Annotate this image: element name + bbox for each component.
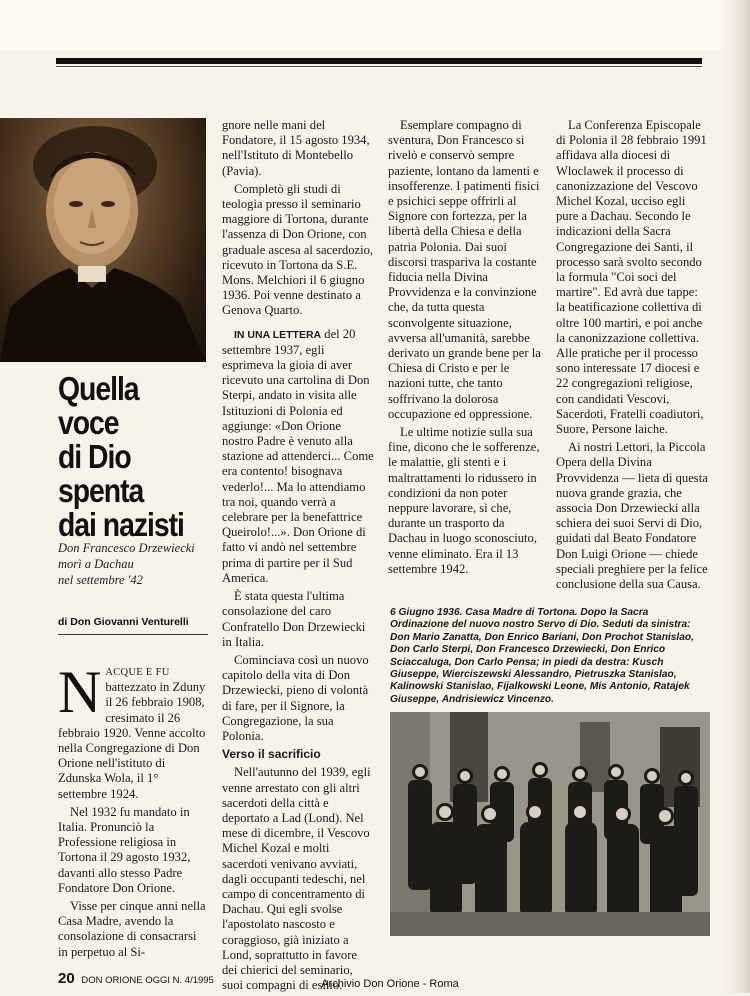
header-rule [56,58,702,64]
byline-rule [58,634,208,635]
paragraph: Nel 1932 fu mandato in Italia. Pronunciò la Professione religiosa in Tortona il 29 agosto 1932, davanti allo stesso Padre Fondatore Don Orione. [58,804,191,895]
column-1 [58,659,208,963]
page-footer [58,970,238,987]
paragraph [58,659,208,802]
paragraph: Le ultime notizie sulla sua fine, dicono che le sofferenze, le malattie, gli stenti e i maltrattamenti lo ridussero in condizioni da non poter neppure lavorare, sì che, durante un trasporto da Dachau in luogo sconosciuto, venne eliminato. Era il 13 settembre 1942. [388,425,540,576]
subtitle-line: Don Francesco Drzewiecki [58,541,195,555]
paragraph: Cominciava così un nuovo capitolo della vita di Don Drzewiecki, pieno di volontà di fare, per il Signore, la Congregazione, la sua Polonia. [222,652,369,743]
section-heading: Verso il sacrificio [222,747,321,762]
subtitle-line: morì a Dachau [58,557,134,571]
paragraph-text: battezzato in Zduny il 26 febbraio 1908, cresimato il 26 febbraio 1920. Venne accolto nella Congregazione di Don Orione nell'istituto di Zdunska Wola, il 1° settembre 1924. [58,680,206,801]
magazine-name: DON ORIONE OGGI N. 4/1995 [81,975,214,986]
paragraph: Completò gli studi di teologia presso il seminario maggiore di Tortona, durante l'assenza di Don Orione, con graduale ascesa al sacerdozio, ricevuto in Tortona da S.E. Mons. Melchiori il 6 giugno 1936. Poi venne destinato a Genova Quarto. [222,181,374,318]
header-rule-thin [56,66,702,67]
column-4 [556,118,708,595]
paragraph: La Conferenza Episcopale di Polonia il 28 febbraio 1991 affidava alla diocesi di Wloclawek il processo di canonizzazione del Vescovo Michel Kozal, ucciso egli pure a Dachau. Secondo le indicazioni della Sacra Congregazione dei Santi, il processo sarà svolto secondo la formula "Coi soci del martire". Ed avrà due tappe: la beatificazione collettiva di oltre 100 martiri, e poi anche la canonizzazione collettiva. Alle pratiche per il processo sono interessate 17 diocesi e 22 congregazioni religiose, con candidati Vescovi, Sacerdoti, Fratelli coadiutori, Suore, Persone laiche. [556,118,707,437]
paragraph: Nell'autunno del 1939, egli venne arrestato con gli altri sacerdoti della città e deportato a Lad (Lond). Nel mese di dicembre, il Vescovo Michel Kozal e molti sacerdoti venivano avviati, dagli occupanti tedeschi, nel campo di concentramento di Dachau. Qui egli svolse l'apostolato nascosto e coraggioso, già iniziato a Lond, soprattutto in favore dei chierici del seminario, suoi compagni di esilio. [222,765,371,993]
page-edge [724,0,750,993]
lead-in: IN UNA LETTERA [234,328,322,341]
headline-line: dai nazisti [58,506,184,543]
photo-caption: 6 Giugno 1936. Casa Madre di Tortona. Dopo la Sacra Ordinazione del nuovo nostro Servo di Dio. Seduti da sinistra: Don Mario Zanatta, Don Enrico Bariani, Don Prochot Stanislao, Don Carlo Sterpi, Don Francesco Drzewiecki, Don Enrico Sciaccaluga, Don Carlo Pensa; in piedi da destra: Kusch Giuseppe, Wierciszewski Alessandro, Pietruszka Stanislao, Kalinowski Stanislao, Fijalkowski Leone, Mis Antonio, Ratajek Giuseppe, Andrisiewicz Vincenzo. [390,607,694,705]
page-top-margin [0,0,750,50]
portrait-photo [0,118,206,362]
paragraph: Esemplare compagno di sventura, Don Francesco si rivelò e conservò sempre paziente, lontano da lamenti e insofferenze. I patimenti fisici e psichici seppe offrirli al Signore con fortezza, per la libertà della Chiesa e della patria Polonia. Dai suoi discorsi traspariva la costante fiducia nella Divina Provvidenza e la convinzione che, da tutta questa sconvolgente situazione, avversa all'umanità, sarebbe derivato un grande bene per la Chiesa di Cristo e per le nazioni tutte, che tanto soffrivano la dolorosa occupazione ed oppressione. [388,118,541,421]
paragraph-text: del 20 settembre 1937, egli esprimeva la gioia di aver ricevuto una cartolina di Don Sterpi, andato in visita alle Istituzioni di Polonia ed aggiunge: «Don Orione nostro Padre è venuto alla stazione ad attenderci... Come era contento! bisognava vederlo!... Ma lo attendiamo tra noi, quando verrà a celebrare per la benefattrice Queirolo!...». Don Orione di fatto vi andò nel settembre prima di partire per il Sud America. [222,326,374,585]
paragraph [222,327,374,586]
paragraph: Visse per cinque anni nella Casa Madre, avendo la consolazione di consacrarsi in perpetuo al Si- [58,899,206,959]
headline-line: Quella voce [58,370,139,441]
column-2 [222,118,374,996]
page-number: 20 [58,970,75,987]
group-photo [390,712,710,936]
subtitle-line: nel settembre '42 [58,573,143,587]
column-3 [388,118,542,580]
byline: di Don Giovanni Venturelli [58,616,189,628]
subtitle [58,540,208,588]
headline-line: di Dio [58,438,131,475]
paragraph: È stata questa l'ultima consolazione del caro Confratello Don Drzewiecki in Italia. [222,589,366,649]
dropcap: N [58,659,102,725]
paragraph: gnore nelle mani del Fondatore, il 15 agosto 1934, nell'Istituto di Montebello (Pavia). [222,118,370,178]
archive-credit: Archivio Don Orione - Roma [321,978,459,990]
headline [58,372,187,542]
lead-in: ACQUE E FU [105,667,170,678]
headline-line: spenta [58,472,144,509]
paragraph: Ai nostri Lettori, la Piccola Opera della Divina Provvidenza — lieta di questa nuova grande grazia, che associa Don Drzewiecki alla schiera dei suoi Servi di Dio, guidati dal Beato Fondatore Don Luigi Orione — chiede speciali preghiere per la felice conclusione della sua Causa. [556,440,708,592]
